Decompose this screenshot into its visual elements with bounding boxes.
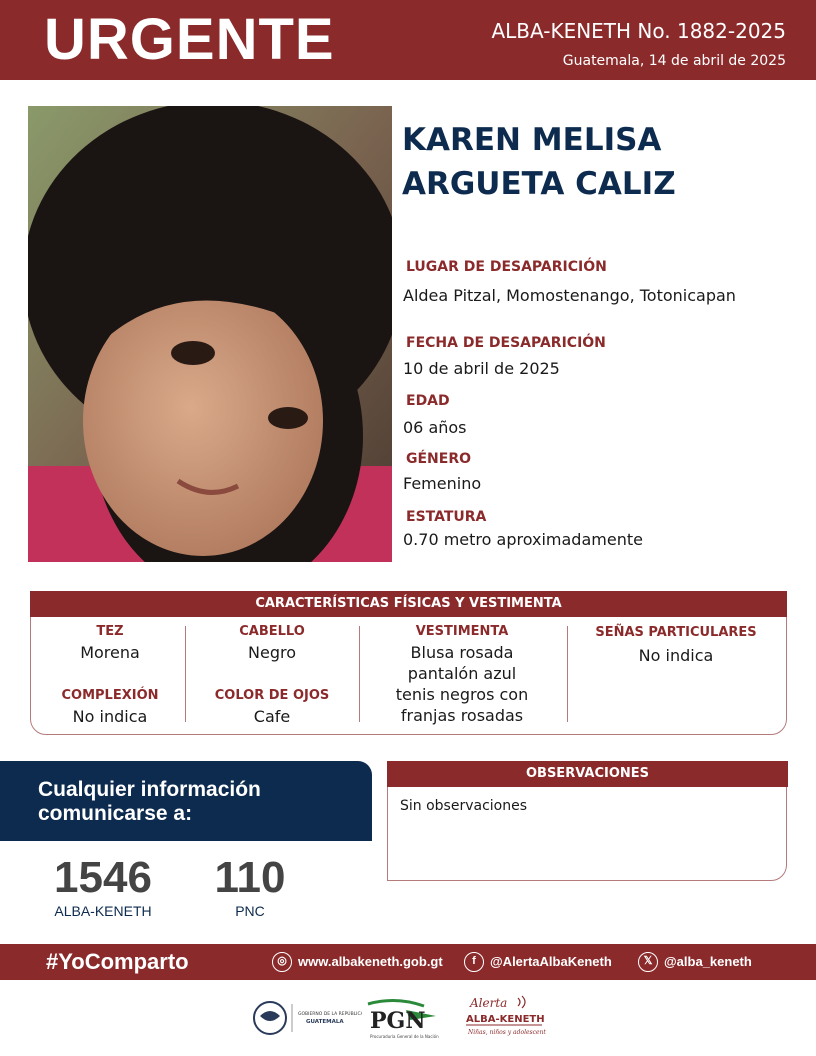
government-logo [250,998,362,1038]
hashtag: #YoComparto [46,949,189,974]
contact-heading-line1: Cualquier información [38,778,261,801]
complexion-label: COMPLEXIÓN [61,688,159,703]
observations-text: Sin observaciones [400,798,528,814]
phone-alba-keneth-label: ALBA-KENETH [54,903,152,919]
person-name [402,118,802,206]
clothing-line: tenis negros con [395,685,529,704]
gender-label: GÉNERO [406,451,472,467]
gov-text-line1: GOBIERNO DE LA REPÚBLICA [298,1012,362,1017]
clothing-value [362,642,562,726]
contact-heading [38,778,261,826]
facebook-text: @AlertaAlbaKeneth [490,954,612,969]
gender-value: Femenino [403,474,482,493]
column-divider [567,626,568,722]
eye-color-value: Cafe [253,707,291,726]
column-divider [359,626,360,722]
issue-date: Guatemala, 14 de abril de 2025 [562,53,786,69]
hair-value: Negro [248,643,296,662]
clothing-line: franjas rosadas [400,706,524,725]
phone-pnc[interactable]: 110 [214,853,286,902]
pgn-text: PGN [370,1008,426,1034]
missing-person-photo [28,106,392,562]
characteristics-title: CARACTERÍSTICAS FÍSICAS Y VESTIMENTA [30,591,787,617]
gov-text-line2: GUATEMALA [306,1019,344,1025]
phone-alba-keneth[interactable]: 1546 [54,853,152,902]
person-name-line1: KAREN MELISA [402,122,662,158]
date-label: FECHA DE DESAPARICIÓN [406,335,606,351]
facebook-icon: f [464,952,484,972]
clothing-line: pantalón azul [407,664,517,683]
person-name-line2: ARGUETA CALIZ [402,166,676,202]
tez-value: Morena [80,643,140,662]
complexion-value: No indica [72,707,148,726]
column-divider [185,626,186,722]
date-value: 10 de abril de 2025 [403,359,560,378]
place-label: LUGAR DE DESAPARICIÓN [406,259,607,275]
pgn-subtitle: Procuraduría General de la Nación [370,1034,439,1039]
height-label: ESTATURA [406,509,487,525]
observations-title: OBSERVACIONES [387,761,788,787]
website-text: www.albakeneth.gob.gt [298,954,443,969]
hair-label: CABELLO [239,624,305,639]
facebook-link[interactable] [464,951,612,973]
tez-label: TEZ [96,624,124,639]
marks-value: No indica [638,646,714,665]
alerta-alba-keneth-logo [464,994,546,1040]
x-icon: 𝕏 [638,952,658,972]
urgent-title: URGENTE [44,7,335,72]
alba-keneth-text: ALBA-KENETH [466,1014,545,1025]
marks-label: SEÑAS PARTICULARES [595,625,757,640]
x-text: @alba_keneth [664,954,752,969]
eye-color-label: COLOR DE OJOS [214,688,330,703]
website-link[interactable] [272,951,443,973]
age-value: 06 años [403,418,467,437]
alba-keneth-subtitle: Niñas, niños y adolescentes [468,1029,546,1036]
x-link[interactable] [638,951,752,973]
case-number: ALBA-KENETH No. 1882-2025 [491,19,786,43]
alerta-text: Alerta [470,996,508,1010]
pgn-logo [366,996,446,1040]
clothing-label: VESTIMENTA [415,624,509,639]
height-value: 0.70 metro aproximadamente [403,530,643,549]
phone-pnc-label: PNC [235,903,265,919]
age-label: EDAD [406,393,450,409]
place-value: Aldea Pitzal, Momostenango, Totonicapan [403,286,736,305]
clothing-line: Blusa rosada [410,643,514,662]
globe-icon: ◎ [272,952,292,972]
contact-heading-line2: comunicarse a: [38,802,193,825]
